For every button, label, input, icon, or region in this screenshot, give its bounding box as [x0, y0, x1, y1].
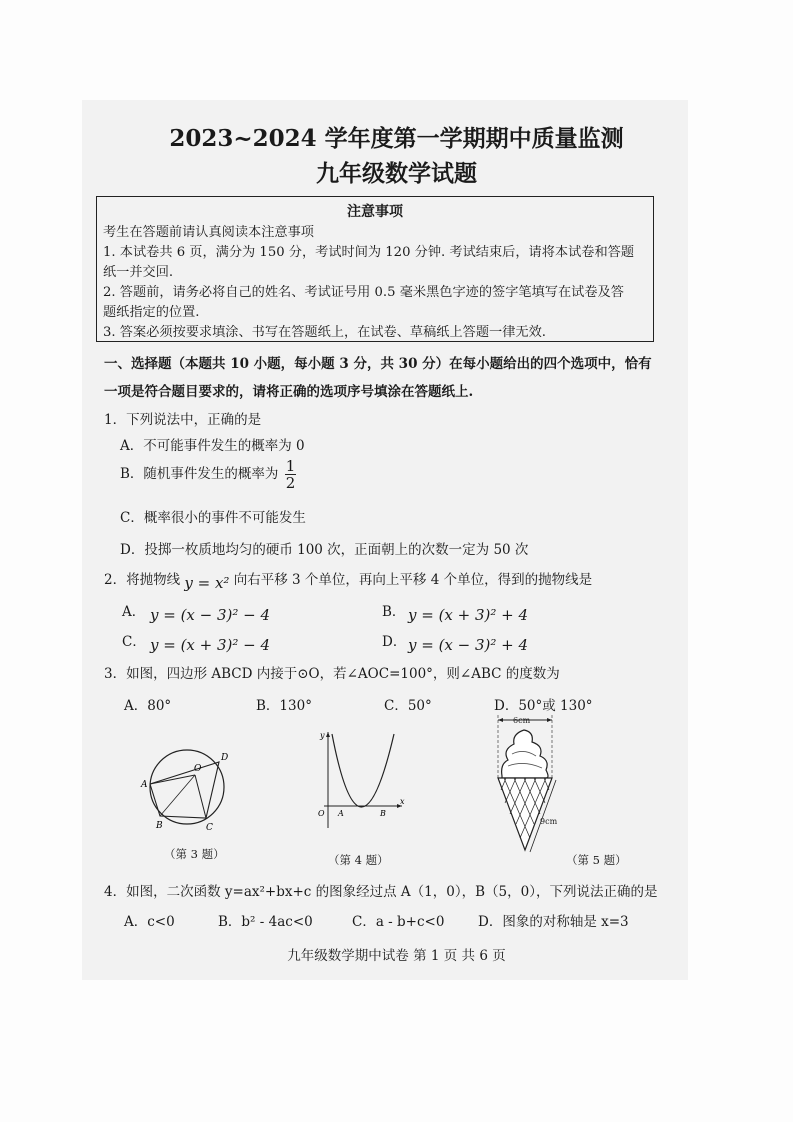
- q2-stem-post: 向右平移 3 个单位，再向上平移 4 个单位，得到的抛物线是: [233, 572, 593, 588]
- label-6cm: 6cm: [513, 716, 531, 725]
- q3-option-b: B．130°: [256, 698, 312, 714]
- q1-option-b-text: B．随机事件发生的概率为: [120, 466, 279, 482]
- notice-line: 1. 本试卷共 6 页，满分为 150 分，考试时间为 120 分钟. 考试结束后，请将本试卷和答题: [103, 245, 635, 260]
- fraction-denominator: 2: [285, 474, 296, 492]
- q4-option-d: D．图象的对称轴是 x=3: [478, 914, 629, 930]
- q2-option-b-label: B．: [382, 604, 406, 620]
- exam-title: 2023~2024 学年度第一学期期中质量监测: [169, 125, 624, 152]
- q2-option-b: y = (x + 3)² + 4: [408, 606, 529, 624]
- notice-line: 题纸指定的位置.: [103, 305, 200, 320]
- notice-heading: 注意事项: [347, 204, 403, 220]
- q3-stem: 3．如图，四边形 ABCD 内接于⊙O，若∠AOC=100°，则∠ABC 的度数为: [104, 666, 560, 682]
- q4-stem: 4．如图，二次函数 y=ax²+bx+c 的图象经过点 A（1，0），B（5，0），下列说法正确的是: [104, 884, 658, 900]
- q4-option-b: B．b² - 4ac<0: [218, 914, 313, 930]
- y-axis-arrow: [326, 732, 330, 737]
- label-o: O: [318, 809, 325, 818]
- notice-box: [96, 196, 654, 342]
- notice-line: 纸一并交回.: [103, 265, 174, 280]
- notice-line: 3. 答案必须按要求填涂、书写在答题纸上，在试卷、草稿纸上答题一律无效.: [103, 325, 546, 340]
- figure-4-parabola: [310, 728, 410, 832]
- q3-option-c: C．50°: [384, 698, 432, 714]
- label-b: B: [380, 809, 386, 818]
- label-b: B: [156, 821, 163, 831]
- q4-option-a: A．c<0: [124, 914, 175, 930]
- label-a: A: [141, 780, 148, 790]
- fraction: [285, 458, 297, 491]
- q1-option-a: A．不可能事件发生的概率为 0: [120, 438, 305, 454]
- fraction-numerator: 1: [285, 457, 296, 475]
- page-footer: 九年级数学期中试卷 第 1 页 共 6 页: [287, 948, 506, 964]
- q2-option-d: y = (x − 3)² + 4: [408, 636, 529, 654]
- q2-stem-expression: y = x²: [184, 574, 230, 592]
- exam-subtitle: 九年级数学试题: [316, 160, 477, 187]
- section-heading: 一、选择题（本题共 10 小题，每小题 3 分，共 30 分）在每小题给出的四个选项中，恰有: [104, 356, 652, 372]
- figure-5-caption: （第 5 题）: [566, 853, 627, 867]
- label-y: y: [320, 731, 325, 740]
- q1-option-b: [120, 458, 296, 491]
- dimension-arrow-right: [547, 718, 552, 722]
- q1-option-d: D．投掷一枚质地均匀的硬币 100 次，正面朝上的次数一定为 50 次: [120, 542, 529, 558]
- notice-line: 考生在答题前请认真阅读本注意事项: [103, 225, 314, 240]
- q2-option-a: y = (x − 3)² − 4: [150, 606, 271, 624]
- segment-oc: [195, 775, 206, 818]
- section-instruction: 一项是符合题目要求的，请将正确的选项序号填涂在答题纸上.: [104, 384, 474, 400]
- notice-line: 2. 答题前，请务必将自己的姓名、考试证号用 0.5 毫米黑色字迹的签字笔填写在试卷及答: [103, 285, 624, 300]
- q1-option-c: C．概率很小的事件不可能发生: [120, 510, 306, 526]
- q2-stem: [104, 568, 593, 592]
- q3-option-d: D．50°或 130°: [494, 698, 593, 714]
- label-c: C: [206, 823, 213, 833]
- quadrilateral-abcd: [150, 762, 219, 818]
- figure-3-caption: （第 3 题）: [164, 847, 225, 861]
- q2-option-c: y = (x + 3)² − 4: [150, 636, 271, 654]
- parabola-curve: [332, 734, 394, 807]
- figure-3-circle: [130, 742, 250, 838]
- ice-cream-scoop: [502, 730, 548, 778]
- q2-option-a-label: A．: [122, 604, 146, 620]
- label-d: D: [221, 753, 229, 763]
- figure-5-ice-cream-cone: [490, 710, 570, 860]
- label-x: x: [400, 797, 405, 806]
- figure-4-caption: （第 4 题）: [328, 853, 389, 867]
- q3-option-a: A．80°: [124, 698, 172, 714]
- q1-stem: 1．下列说法中，正确的是: [104, 412, 262, 428]
- q2-option-d-label: D．: [382, 634, 407, 650]
- label-o: O: [194, 764, 202, 774]
- dimension-arrow-left: [498, 718, 503, 722]
- q2-option-c-label: C．: [122, 634, 146, 650]
- label-a: A: [338, 809, 344, 818]
- q4-option-c: C．a - b+c<0: [352, 914, 445, 930]
- label-9cm: 9cm: [540, 817, 558, 826]
- q2-stem-pre: 2．将抛物线: [104, 572, 181, 588]
